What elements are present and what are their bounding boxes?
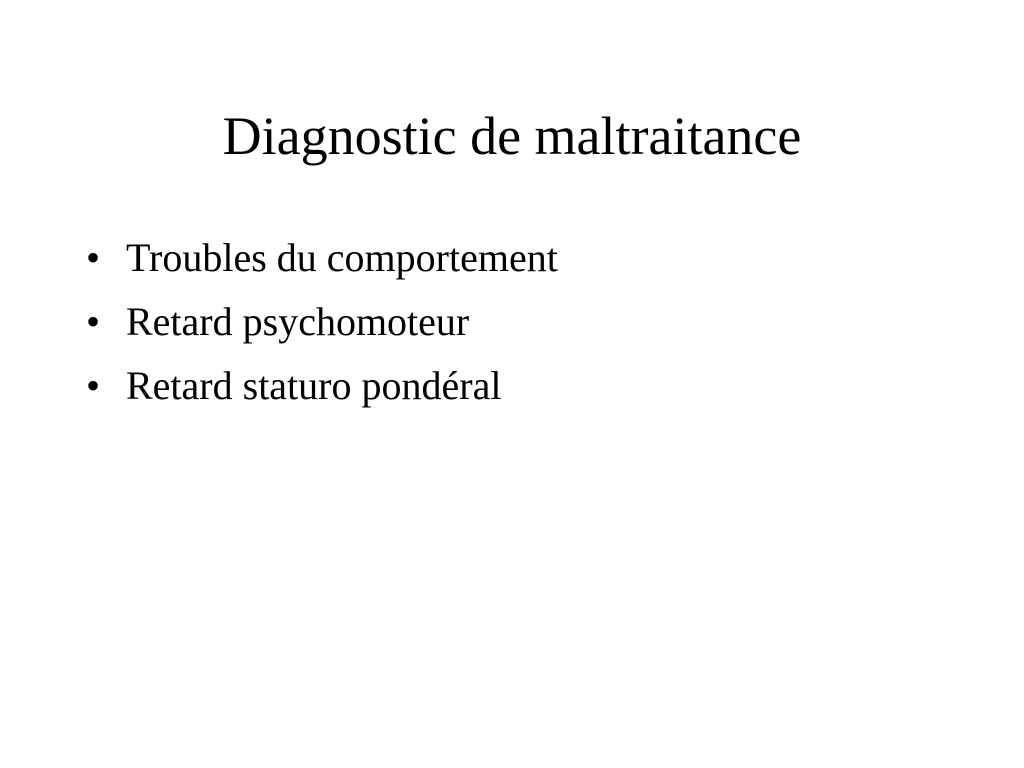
bullet-text: Retard staturo pondéral xyxy=(126,363,502,408)
bullet-icon: • xyxy=(86,235,101,280)
list-item xyxy=(86,290,946,354)
bullet-list xyxy=(86,226,946,418)
bullet-icon: • xyxy=(86,363,101,408)
slide-title: Diagnostic de maltraitance xyxy=(222,106,802,166)
bullet-text: Retard psychomoteur xyxy=(126,299,470,344)
list-item xyxy=(86,226,946,290)
list-item xyxy=(86,354,946,418)
bullet-text: Troubles du comportement xyxy=(126,235,558,280)
bullet-icon: • xyxy=(86,299,101,344)
